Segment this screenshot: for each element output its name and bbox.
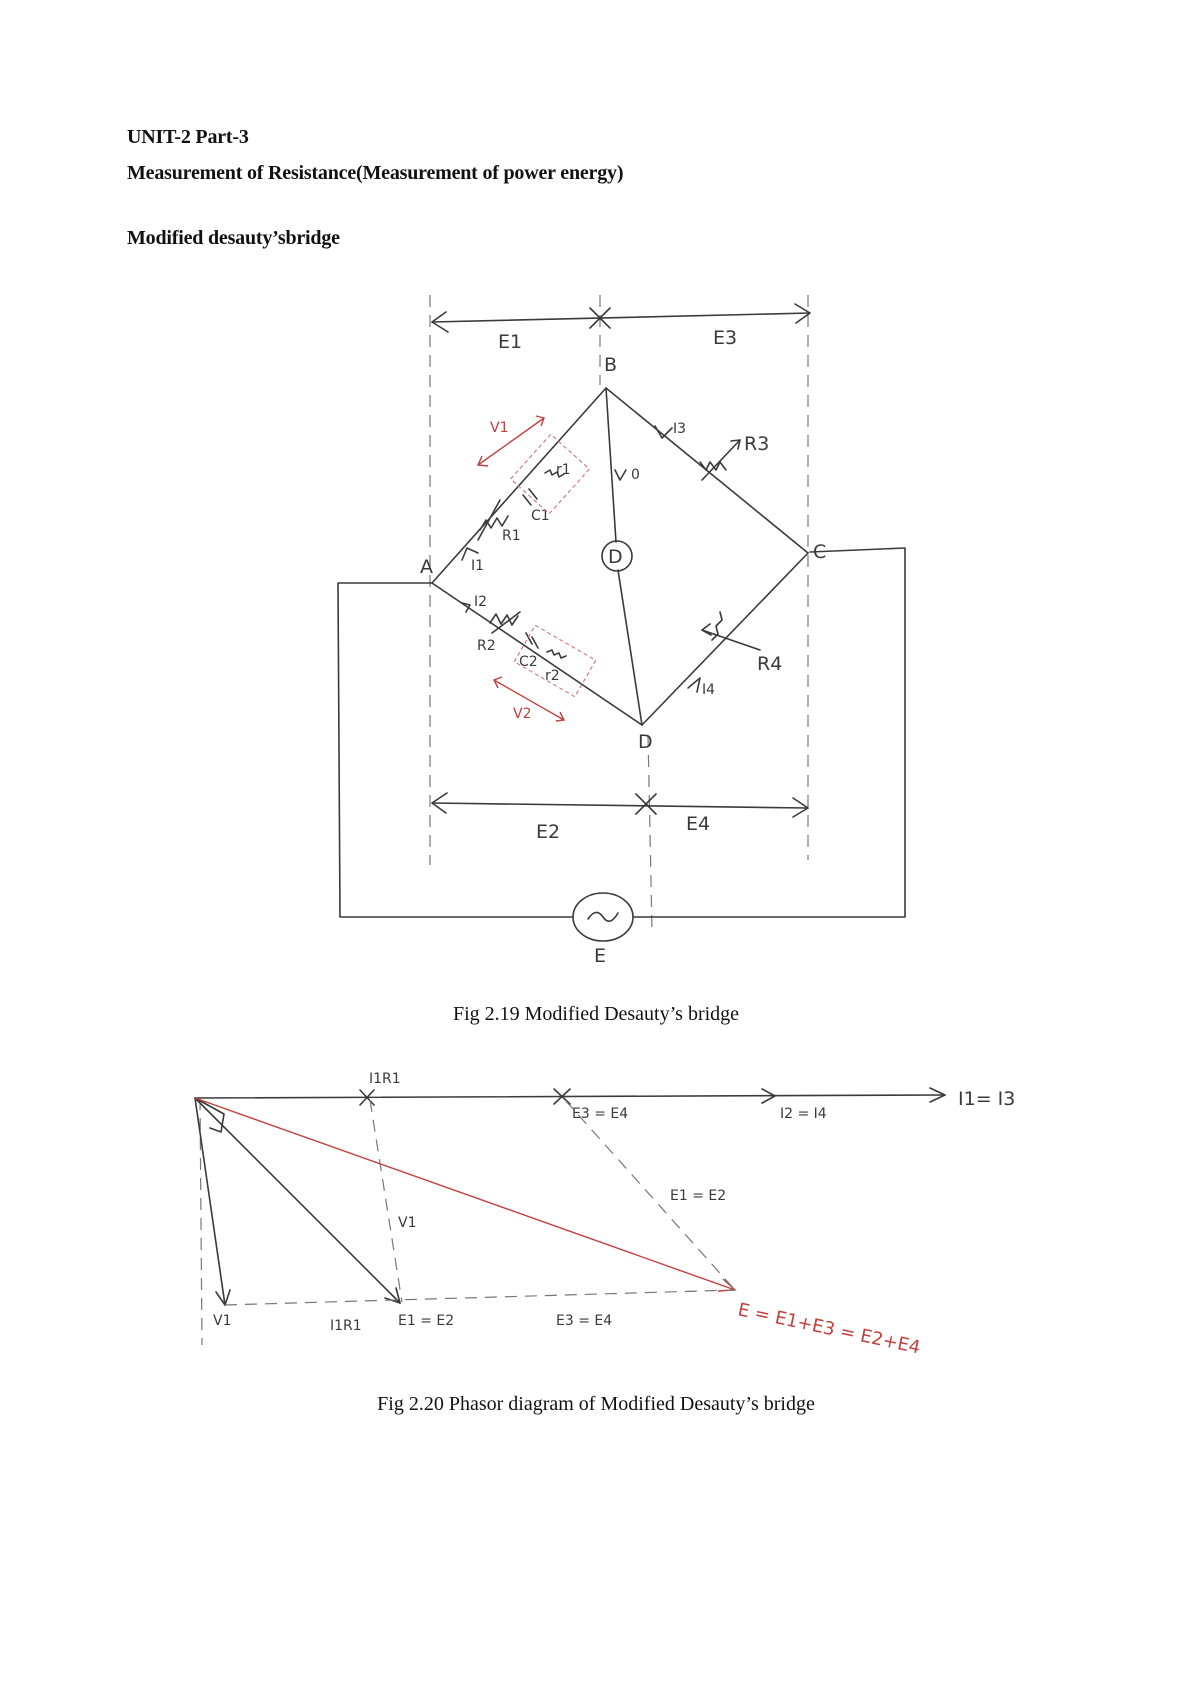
label-phasor-i1-i3: I1= I3 bbox=[958, 1088, 1016, 1110]
label-phasor-v1-mid: V1 bbox=[398, 1215, 417, 1231]
label-v2-red: V2 bbox=[513, 706, 532, 722]
figure-caption-2-19: Fig 2.19 Modified Desauty’s bridge bbox=[452, 1003, 740, 1025]
label-v1-red: V1 bbox=[490, 420, 509, 436]
capacitor-c2-plate-b bbox=[532, 637, 538, 648]
label-source-e: E bbox=[594, 945, 607, 967]
resistor-r2-internal bbox=[547, 650, 566, 658]
ac-wave-icon bbox=[588, 912, 618, 921]
label-r2-small: r2 bbox=[545, 668, 560, 684]
capacitor-c1-plate-b bbox=[529, 489, 537, 499]
label-e4: E4 bbox=[686, 813, 711, 835]
label-phasor-e3-e4-top: E3 = E4 bbox=[572, 1106, 629, 1122]
node-label-d: D bbox=[638, 731, 653, 753]
label-phasor-i1r1-top: I1R1 bbox=[369, 1071, 401, 1087]
phasor-v1-left bbox=[195, 1098, 225, 1305]
unit-title: UNIT-2 Part-3 bbox=[127, 126, 249, 148]
label-phasor-v1-left: V1 bbox=[213, 1313, 232, 1329]
label-detector: D bbox=[608, 546, 623, 568]
phasor-v1-diagonal bbox=[195, 1098, 400, 1303]
figure-caption-2-20: Fig 2.20 Phasor diagram of Modified Desauty’s bridge bbox=[377, 1393, 815, 1415]
label-i1: I1 bbox=[471, 558, 485, 574]
label-phasor-i1r1-bottom: I1R1 bbox=[330, 1318, 362, 1334]
subtitle: Measurement of Resistance(Measurement of power energy) bbox=[127, 162, 624, 184]
current-arrow-i4 bbox=[688, 678, 700, 692]
label-r2: R2 bbox=[477, 638, 496, 654]
v1-red-arrow bbox=[478, 418, 544, 465]
arm-d-c bbox=[642, 553, 808, 725]
current-arrow-i0 bbox=[615, 470, 626, 480]
label-i4: I4 bbox=[702, 682, 716, 698]
guide-line-bottom-center bbox=[648, 735, 652, 930]
resistor-r3-arrow bbox=[702, 440, 740, 480]
top-dimension-arrow bbox=[432, 304, 810, 332]
bridge-circuit-diagram bbox=[338, 295, 905, 967]
label-e1: E1 bbox=[498, 331, 523, 353]
label-e3: E3 bbox=[713, 327, 738, 349]
label-phasor-i2-i4: I2 = I4 bbox=[780, 1106, 827, 1122]
label-c2: C2 bbox=[519, 654, 538, 670]
phasor-current-axis bbox=[195, 1095, 945, 1098]
label-r3: R3 bbox=[744, 433, 770, 455]
label-phasor-e1-e2-mid: E1 = E2 bbox=[670, 1188, 727, 1204]
label-phasor-e-sum: E = E1+E3 = E2+E4 bbox=[735, 1299, 923, 1359]
phasor-v1-dashed bbox=[370, 1100, 402, 1302]
source-wire-left bbox=[338, 583, 573, 917]
label-i0: 0 bbox=[631, 467, 640, 483]
label-e2: E2 bbox=[536, 821, 561, 843]
node-label-c: C bbox=[813, 541, 827, 563]
label-r1: R1 bbox=[502, 528, 521, 544]
node-label-a: A bbox=[420, 556, 433, 578]
section-title: Modified desauty’sbridge bbox=[127, 227, 340, 249]
phasor-bottom-line bbox=[225, 1290, 735, 1305]
arm-a-b bbox=[432, 388, 606, 583]
label-i2: I2 bbox=[474, 594, 488, 610]
detector-branch-bottom bbox=[618, 570, 642, 725]
source-wire-right bbox=[633, 548, 905, 917]
detector-branch-top bbox=[606, 388, 616, 542]
resistor-r4-arrowhead bbox=[702, 624, 711, 635]
c1-r1-box bbox=[511, 434, 590, 513]
label-r4: R4 bbox=[757, 653, 783, 675]
label-r1-small: r1 bbox=[556, 462, 571, 478]
phasor-resultant-e bbox=[195, 1098, 735, 1290]
label-phasor-e3-e4-bottom: E3 = E4 bbox=[556, 1313, 613, 1329]
node-label-b: B bbox=[604, 354, 618, 376]
bottom-dimension-arrow bbox=[432, 793, 808, 817]
label-c1: C1 bbox=[531, 508, 550, 524]
capacitor-c2-plate-a bbox=[526, 633, 532, 644]
label-phasor-e1-e2-bottom: E1 = E2 bbox=[398, 1313, 455, 1329]
phasor-diagram bbox=[195, 1071, 1015, 1359]
current-arrow-i3 bbox=[655, 426, 672, 438]
label-i3: I3 bbox=[673, 421, 687, 437]
